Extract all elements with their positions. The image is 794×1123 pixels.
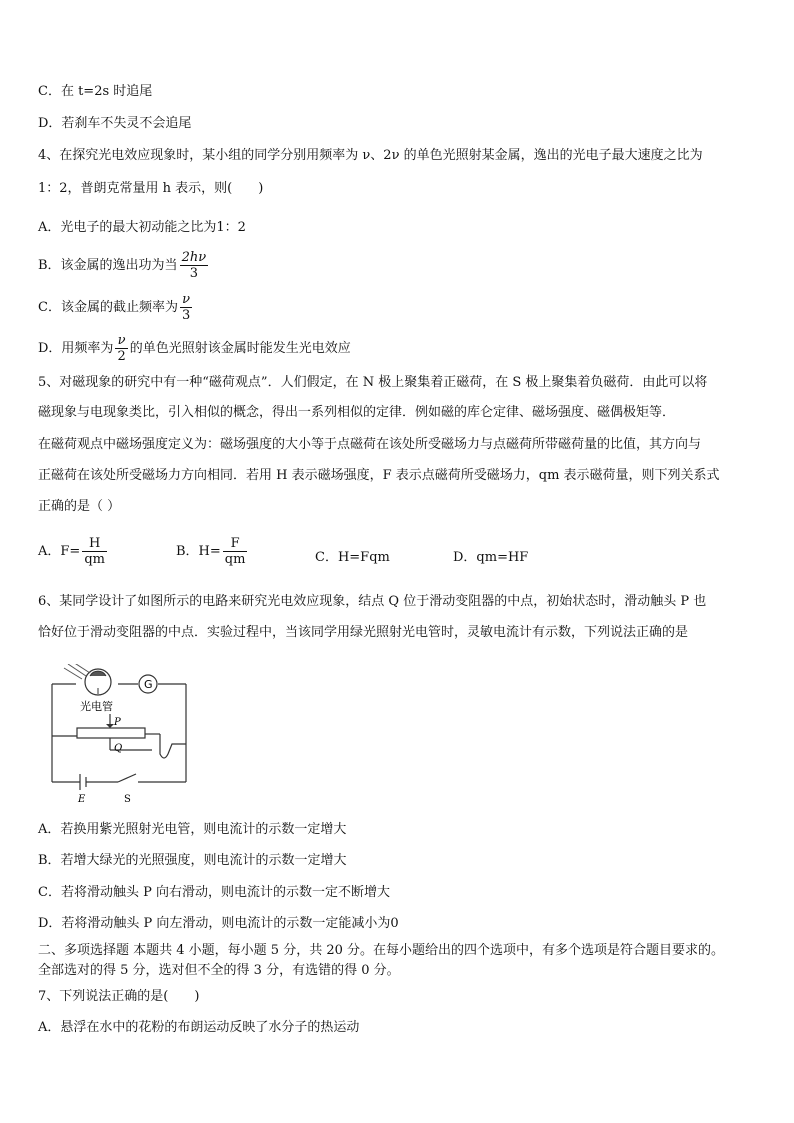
fraction-numerator: ν	[115, 333, 127, 349]
q4-option-a: A．光电子的最大初动能之比为1：2	[38, 220, 246, 235]
q4-option-b	[38, 250, 210, 281]
photoelectric-circuit-diagram	[40, 664, 200, 806]
q5-option-b-fraction	[223, 536, 248, 567]
fraction-denominator: 3	[181, 308, 191, 323]
galvanometer-label: G	[144, 678, 153, 691]
q5-stem-line2: 磁现象与电现象类比，引入相似的概念，得出一系列相似的定律．例如磁的库仑定律、磁场强度、磁偶极矩等．	[38, 405, 676, 420]
tube-label: 光电管	[80, 700, 113, 713]
q5-stem-line4: 正磁荷在该处所受磁场力方向相同．若用 H 表示磁场强度，F 表示点磁荷所受磁场力，qm 表示磁荷量，则下列关系式	[38, 468, 720, 483]
label-q: Q	[114, 743, 123, 754]
q4-option-d-text-after: 的单色光照射该金属时能发生光电效应	[129, 341, 351, 356]
q4-option-d-fraction	[115, 333, 127, 364]
label-p: P	[114, 717, 121, 728]
fraction-denominator: qm	[224, 552, 246, 567]
label-s: S	[124, 794, 131, 805]
q5-stem-line3: 在磁荷观点中磁场强度定义为：磁场强度的大小等于点磁荷在该处所受磁场力与点磁荷所带磁荷量的比值，其方向与	[38, 437, 702, 452]
photoelectric-tube	[64, 664, 111, 695]
fraction-numerator: 2hν	[181, 250, 207, 265]
q4-option-d-text: D．用频率为	[38, 341, 114, 356]
q4-stem-line1: 4、在探究光电效应现象时，某小组的同学分别用频率为 ν、2ν 的单色光照射某金属，逸出的光电子最大速度之比为	[38, 148, 703, 163]
q4-option-c-fraction	[180, 292, 192, 323]
q6-option-a: A．若换用紫光照射光电管，则电流计的示数一定增大	[38, 822, 347, 837]
fraction-numerator: F	[223, 536, 248, 552]
fraction-denominator: 3	[189, 266, 198, 281]
q4-option-b-fraction	[180, 250, 209, 281]
q7-stem: 7、下列说法正确的是( )	[38, 989, 200, 1004]
q5-option-c: C．H=Fqm	[315, 550, 390, 565]
q5-option-a	[38, 536, 109, 567]
q6-option-c: C．若将滑动触头 P 向右滑动，则电流计的示数一定不断增大	[38, 885, 390, 900]
q5-option-d: D．qm=HF	[453, 550, 529, 565]
q4-option-d	[38, 333, 351, 364]
q6-stem-line2: 恰好位于滑动变阻器的中点．实验过程中，当该同学用绿光照射光电管时，灵敏电流计有示数，下列说法正确的是	[38, 625, 689, 640]
fraction-numerator: ν	[180, 292, 192, 308]
q3-option-c: C．在 t=2s 时追尾	[38, 84, 153, 99]
fraction-denominator: 2	[117, 349, 126, 364]
q5-stem-line5: 正确的是（ ）	[38, 499, 121, 514]
fraction-numerator: H	[82, 536, 107, 552]
q6-option-b: B．若增大绿光的光照强度，则电流计的示数一定增大	[38, 853, 347, 868]
q5-option-b	[176, 536, 249, 567]
q5-stem-line1: 5、对磁现象的研究中有一种“磁荷观点”．人们假定，在 N 极上聚集着正磁荷，在 S 极上聚集着负磁荷．由此可以将	[38, 375, 708, 390]
q5-option-a-fraction	[82, 536, 107, 567]
q4-option-c-text: C．该金属的截止频率为	[38, 300, 178, 315]
q5-option-b-text: B．H=	[176, 544, 221, 559]
q6-stem-line1: 6、某同学设计了如图所示的电路来研究光电效应现象，结点 Q 位于滑动变阻器的中点，初始状态时，滑动触头 P 也	[38, 594, 707, 609]
q6-option-d: D．若将滑动触头 P 向左滑动，则电流计的示数一定能减小为0	[38, 916, 399, 931]
section2-header-line2: 全部选对的得 5 分，选对但不全的得 3 分，有选错的得 0 分。	[38, 963, 400, 978]
fraction-denominator: qm	[84, 552, 105, 567]
q4-option-c	[38, 292, 194, 323]
q4-stem-line2: 1：2，普朗克常量用 h 表示，则( )	[38, 181, 264, 196]
q4-option-b-text: B．该金属的逸出功为当	[38, 258, 178, 273]
q7-option-a: A．悬浮在水中的花粉的布朗运动反映了水分子的热运动	[38, 1020, 360, 1035]
q5-option-a-text: A．F=	[38, 544, 81, 559]
section2-header-line1: 二、多项选择题 本题共 4 小题，每小题 5 分，共 20 分。在每小题给出的四个选项中，有多个选项是符合题目要求的。	[38, 943, 725, 958]
q3-option-d: D．若刹车不失灵不会追尾	[38, 116, 192, 131]
label-e: E	[78, 794, 86, 805]
